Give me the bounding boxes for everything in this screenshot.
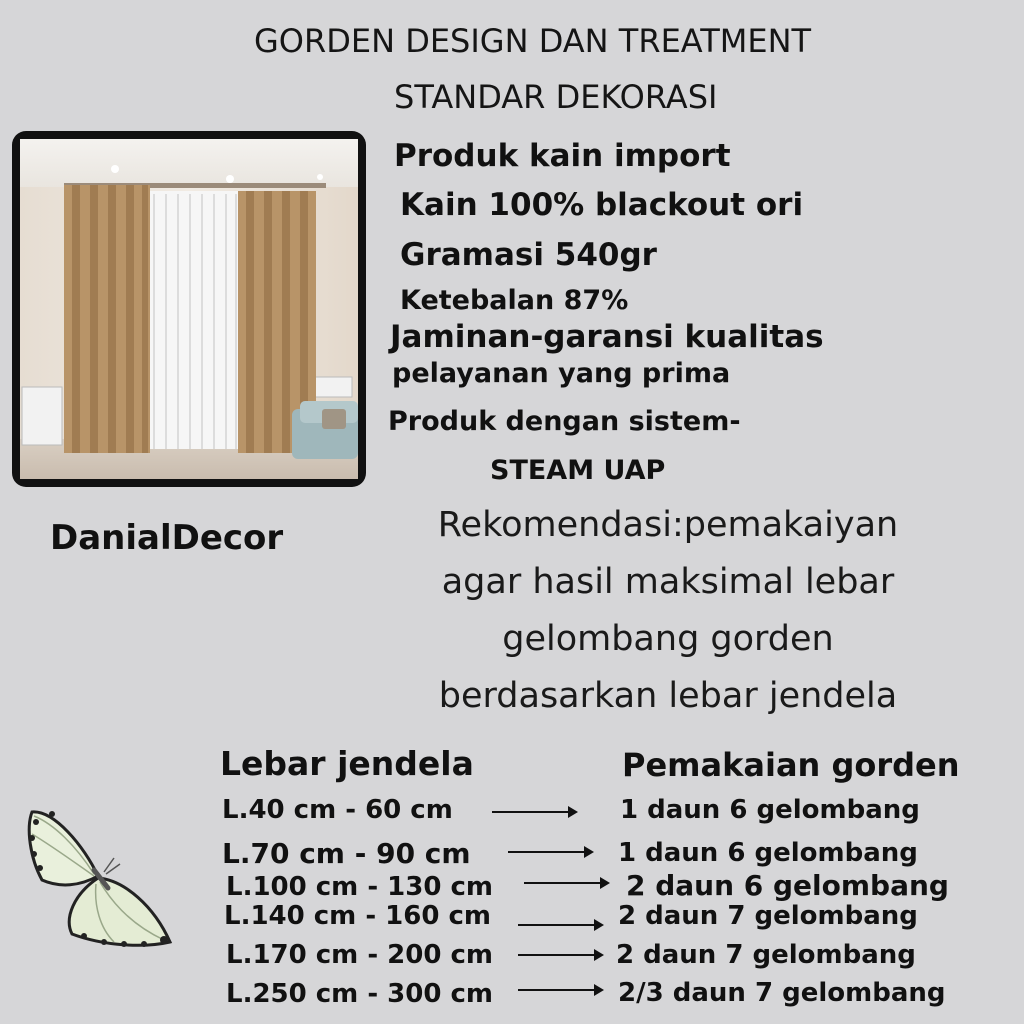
feature-jaminan: Jaminan-garansi kualitas xyxy=(390,319,824,355)
curtain-usage-row-5: 2 daun 7 gelombang xyxy=(616,940,916,970)
feature-ketebalan: Ketebalan 87% xyxy=(400,285,629,316)
brand-name: DanialDecor xyxy=(50,518,284,558)
arrow-right-icon xyxy=(518,954,602,956)
arrow-right-icon xyxy=(518,989,602,991)
window-width-row-1: L.40 cm - 60 cm xyxy=(222,795,453,825)
window-width-row-3: L.100 cm - 130 cm xyxy=(226,872,493,902)
recommendation-line-3: gelombang gorden xyxy=(502,619,834,659)
title-line-1: GORDEN DESIGN DAN TREATMENT xyxy=(254,22,812,60)
window-width-row-5: L.170 cm - 200 cm xyxy=(226,940,493,970)
column-header-curtain-usage: Pemakaian gorden xyxy=(622,746,960,784)
arrow-right-icon xyxy=(492,811,576,813)
title-line-2: STANDAR DEKORASI xyxy=(394,78,718,116)
recommendation-line-2: agar hasil maksimal lebar xyxy=(441,562,895,602)
recommendation-line-1: Rekomendasi:pemakaiyan xyxy=(437,505,899,545)
feature-gramasi: Gramasi 540gr xyxy=(400,237,657,273)
curtain-usage-row-2: 1 daun 6 gelombang xyxy=(618,838,918,868)
recommendation-line-4: berdasarkan lebar jendela xyxy=(438,676,898,716)
arrow-right-icon xyxy=(508,851,592,853)
butterfly-icon xyxy=(24,806,176,952)
feature-import-fabric: Produk kain import xyxy=(394,138,731,174)
feature-blackout: Kain 100% blackout ori xyxy=(400,187,804,223)
window-width-row-2: L.70 cm - 90 cm xyxy=(222,837,471,870)
curtain-usage-row-3: 2 daun 6 gelombang xyxy=(626,869,949,902)
arrow-right-icon xyxy=(524,882,608,884)
column-header-window-width: Lebar jendela xyxy=(220,744,474,783)
curtain-usage-row-6: 2/3 daun 7 gelombang xyxy=(618,978,946,1008)
arrow-right-icon xyxy=(518,924,602,926)
curtain-usage-row-4: 2 daun 7 gelombang xyxy=(618,901,918,931)
feature-pelayanan: pelayanan yang prima xyxy=(392,358,731,389)
feature-sistem: Produk dengan sistem- xyxy=(388,406,741,437)
curtain-room-photo xyxy=(12,131,366,487)
window-width-row-6: L.250 cm - 300 cm xyxy=(226,979,493,1009)
window-width-row-4: L.140 cm - 160 cm xyxy=(224,901,491,931)
feature-steam-uap: STEAM UAP xyxy=(490,455,666,486)
curtain-usage-row-1: 1 daun 6 gelombang xyxy=(620,795,920,825)
